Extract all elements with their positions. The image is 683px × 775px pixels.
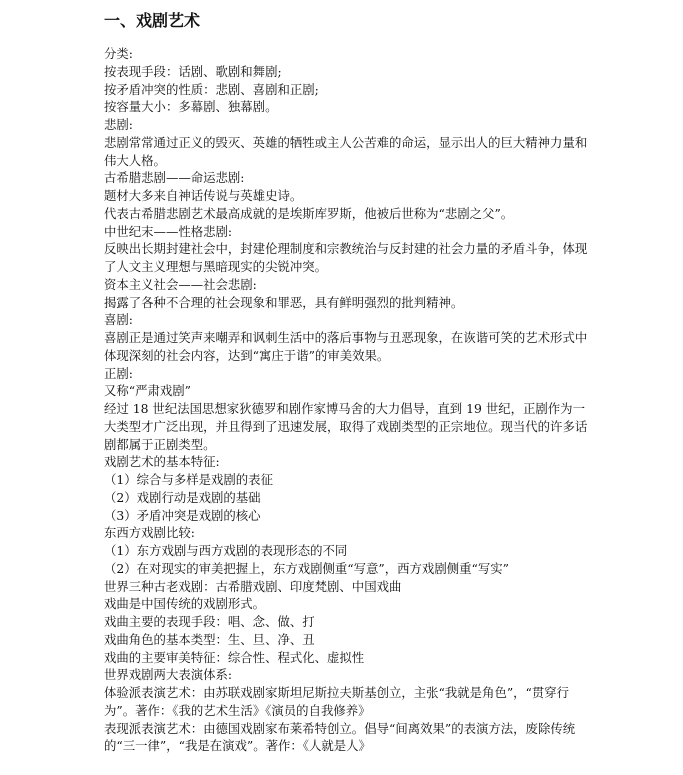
text-line: 世界三种古老戏剧：古希腊戏剧、印度梵剧、中国戏曲: [104, 578, 402, 594]
text-line: 悲剧:: [104, 117, 133, 132]
text-line: 世界戏剧两大表演体系:: [104, 667, 233, 683]
list-item: （1）东方戏剧与西方戏剧的表现形态的不同: [104, 543, 348, 558]
paragraph: 表现派表演艺术：由德国戏剧家布莱希特创立。倡导“间离效果”的表演方法，废除传统的“三一律”，“我是在演戏”。著作：《人就是人》: [104, 720, 576, 754]
text-line: 按矛盾冲突的性质：悲剧、喜剧和正剧;: [104, 81, 319, 97]
text-line: 又称“严肃戏剧”: [104, 383, 192, 399]
text-line: 戏剧艺术的基本特征:: [104, 454, 220, 470]
text-line: 按容量大小：多幕剧、独幕剧。: [104, 99, 278, 115]
text-line: 资本主义社会——社会悲剧:: [104, 276, 257, 292]
paragraph: 反映出长期封建社会中，封建伦理制度和宗教统治与反封建的社会力量的矛盾斗争，体现了人文主义理想与黑暗现实的尖锐冲突。: [104, 241, 588, 274]
list-item: （1）综合与多样是戏剧的表征: [104, 472, 273, 487]
text-line: 喜剧:: [104, 312, 133, 328]
text-line: 揭露了各种不合理的社会现象和罪恶，具有鲜明强烈的批判精神。: [104, 294, 464, 310]
text-line: 正剧:: [104, 365, 133, 381]
text-line: 代表古希腊悲剧艺术最高成就的是埃斯库罗斯，他被后世称为“悲剧之父”。: [104, 205, 514, 221]
text-line: 分类:: [104, 46, 133, 61]
text-line: 题材大多来自神话传说与英雄史诗。: [104, 188, 303, 203]
text-line: 戏曲角色的基本类型：生、旦、净、丑: [104, 631, 315, 647]
text-line: 按表现手段：话剧、歌剧和舞剧;: [104, 63, 282, 79]
text-line: 戏曲的主要审美特征：综合性、程式化、虚拟性: [104, 649, 365, 665]
paragraph: 悲剧常常通过正义的毁灭、英雄的牺牲或主人公苦难的命运，显示出人的巨大精神力量和伟大人格。: [104, 134, 588, 168]
paragraph: 经过 18 世纪法国思想家狄德罗和剧作家博马舍的大力倡导，直到 19 世纪，正剧作为一大类型才广泛出现，并且得到了迅速发展，取得了戏剧类型的正宗地位。现当代的许多话剧都属于正剧类型。: [104, 401, 588, 452]
text-line: 东西方戏剧比较:: [104, 525, 195, 541]
paragraph: 喜剧正是通过笑声来嘲弄和讽刺生活中的落后事物与丑恶现象，在诙谐可笑的艺术形式中体现深刻的社会内容，达到“寓庄于谐”的审美效果。: [104, 330, 588, 363]
list-item: （2）在对现实的审美把握上，东方戏剧侧重“写意”，西方戏剧侧重“写实”: [104, 560, 509, 576]
text-line: 戏曲主要的表现手段：唱、念、做、打: [104, 614, 315, 629]
text-line: 古希腊悲剧——命运悲剧:: [104, 170, 245, 186]
list-item: （2）戏剧行动是戏剧的基础: [104, 489, 261, 505]
section-title: 一、戏剧艺术: [104, 11, 201, 30]
paragraph: 体验派表演艺术：由苏联戏剧家斯坦尼斯拉夫斯基创立，主张“我就是角色”，“贯穿行为”。著作：《我的艺术生活》《演员的自我修养》: [104, 685, 570, 718]
text-line: 中世纪末——性格悲剧:: [104, 223, 233, 239]
list-item: （3）矛盾冲突是戏剧的核心: [104, 507, 261, 523]
document-body: [104, 45, 590, 755]
text-line: 戏曲是中国传统的戏剧形式。: [104, 596, 266, 612]
